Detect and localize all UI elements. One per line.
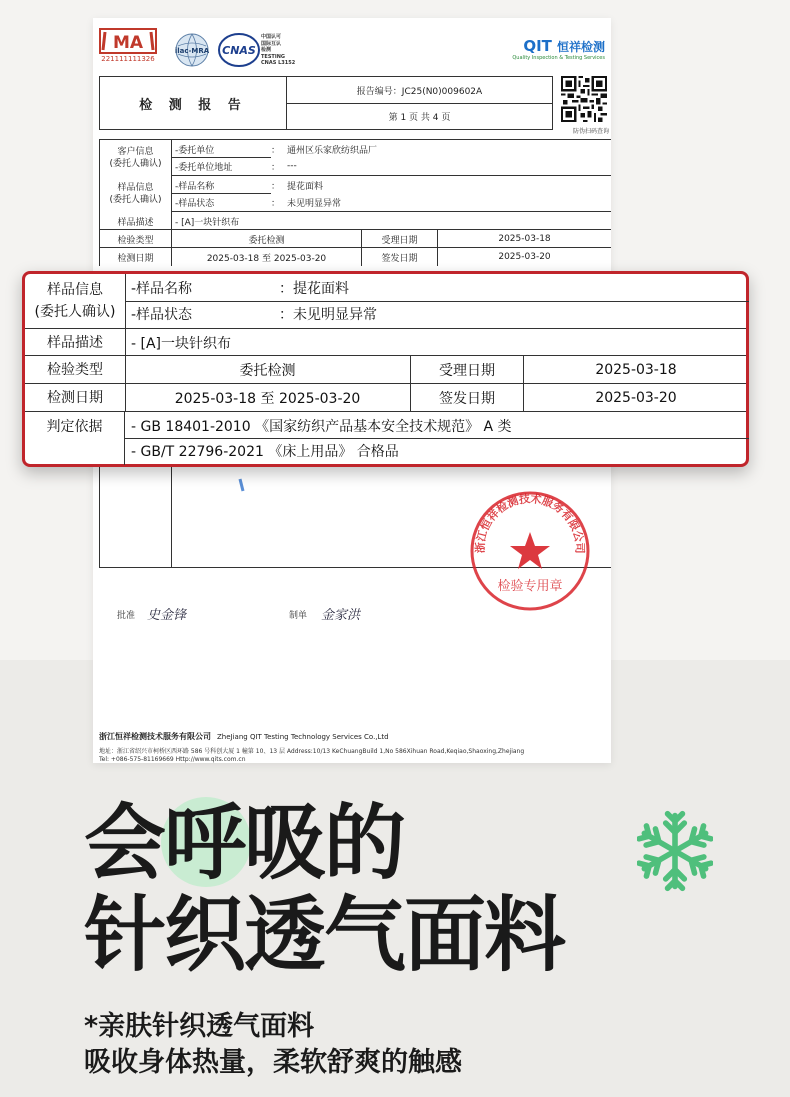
cma-logo (99, 28, 157, 63)
callout-row-sample: 样品信息 (委托人确认) -样品名称 ： 提花面料 -样品状态 ： 未见明显异常 (25, 274, 746, 328)
qr-caption: 防伪扫码查询 (572, 128, 609, 135)
approve-label: 批准 (117, 611, 136, 621)
footer-company: 浙江恒祥检测技术服务有限公司 ZheJiang QIT Testing Technology Services Co.,Ltd (99, 732, 389, 741)
ilac-mra-logo (173, 32, 211, 72)
svg-text:CNAS: CNAS (222, 44, 256, 57)
cnas-caption: 中国认可 国际互认 检测 TESTING CNAS L3152 (261, 34, 296, 66)
maker-label: 制单 (289, 611, 308, 621)
report-title: 检 测 报 告 (100, 77, 287, 129)
headline (84, 798, 564, 982)
svg-text:检验专用章: 检验专用章 (497, 579, 563, 594)
certification-logos (99, 26, 605, 76)
footer-contact: Tel: +086-575-81169669 Http://www.qits.com.cn (99, 756, 246, 763)
qit-logo: QIT 恒祥检测 Quality Inspection & Testing Services (512, 37, 605, 61)
callout-row-date: 检测日期 2025-03-18 至 2025-03-20 签发日期 2025-03-20 (25, 383, 746, 412)
table-row: 检测日期 2025-03-18 至 2025-03-20 签发日期 2025-03-20 (99, 247, 611, 266)
headline-line-1: 会呼吸的 (84, 796, 405, 891)
callout-pointer (185, 463, 255, 503)
table-row: 客户信息 (委托人确认) -委托单位 ： 通州区乐家欣纺织品厂 (99, 139, 611, 158)
headline-line-2: 针织透气面料 (84, 888, 565, 983)
table-row: -委托单位地址 ： --- (99, 157, 611, 175)
subtitle-1: *亲肤针织透气面料 (84, 1011, 315, 1042)
maker-signature: 金家洪 (321, 608, 361, 623)
inspection-seal (467, 488, 593, 614)
magnified-detail-callout (22, 271, 749, 467)
callout-row-basis: 判定依据 - GB 18401-2010 《国家纺织产品基本安全技术规范》 A 类 - GB/T 22796-2021 《床上用品》 合格品 (25, 411, 746, 465)
table-row: 检验类型 委托检测 受理日期 2025-03-18 (99, 229, 611, 248)
callout-row-type: 检验类型 委托检测 受理日期 2025-03-18 (25, 355, 746, 384)
cma-number: 221111111326 (101, 55, 155, 63)
table-row: -样品状态 ： 未见明显异常 (99, 193, 611, 211)
svg-text:浙江恒祥检测技术服务有限公司: 浙江恒祥检测技术服务有限公司 (473, 492, 587, 554)
table-row: 样品描述 - [A]一块针织布 (99, 211, 611, 230)
star-icon (510, 532, 550, 569)
svg-text:ilac-MRA: ilac-MRA (174, 47, 210, 55)
table-row: 样品信息 (委托人确认) -样品名称 ： 提花面料 (99, 175, 611, 194)
footer-address: 地址：浙江省绍兴市柯桥区西环路 586 号科创大厦 1 幢第 10、13 层 Address:10/13 KeChuangBuild 1,No 586Xihuan Road,Keqiao,Shaoxing,Zhejiang (99, 748, 525, 755)
report-number: 报告编号：JC25(N0)009602A (287, 77, 552, 104)
callout-row-desc: 样品描述 - [A]一块针织布 (25, 328, 746, 356)
page-info: 第 1 页 共 4 页 (388, 113, 451, 123)
qr-code-icon[interactable] (561, 76, 607, 122)
approve-signature: 史金锋 (147, 608, 187, 623)
snowflake-icon (637, 810, 713, 892)
svg-text:MA: MA (112, 33, 144, 53)
report-header (99, 76, 553, 130)
subtitle-2: 吸收身体热量，柔软舒爽的触感 (84, 1047, 462, 1078)
cnas-logo (218, 32, 260, 72)
